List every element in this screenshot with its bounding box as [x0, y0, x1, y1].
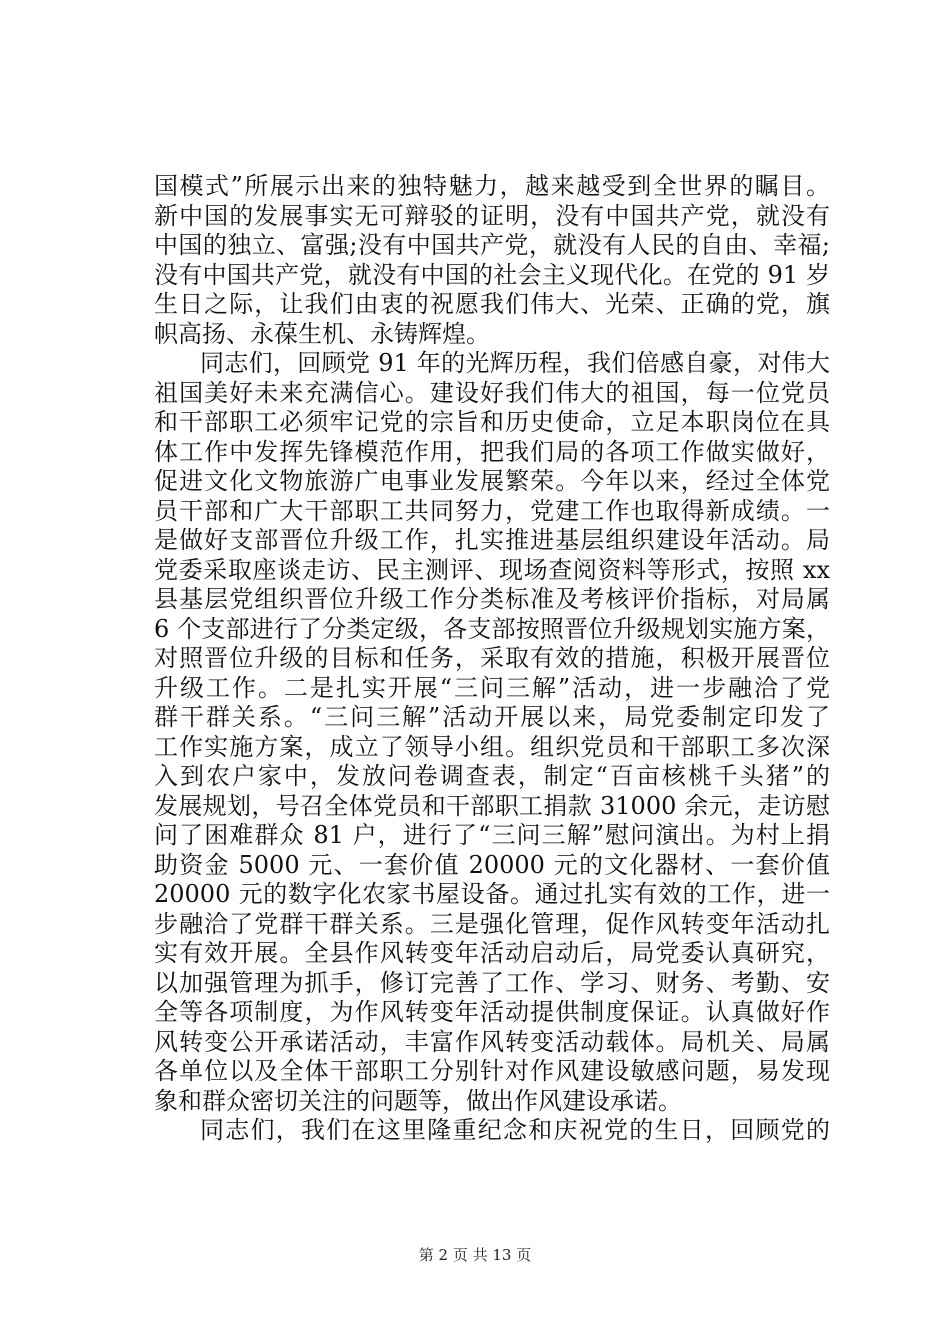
text-line: 国模式”所展示出来的独特魅力，越来越受到全世界的瞩目。 — [154, 172, 830, 200]
text-line: 同志们，回顾党 91 年的光辉历程，我们倍感自豪，对伟大 — [200, 349, 830, 377]
text-line: 入到农户家中，发放问卷调查表，制定“百亩核桃千头猪”的 — [154, 762, 830, 790]
text-line: 发展规划，号召全体党员和干部职工捐款 31000 余元，走访慰 — [154, 791, 830, 820]
text-line: 6 个支部进行了分类定级，各支部按照晋位升级规划实施方案， — [154, 614, 830, 643]
text-line: 和干部职工必须牢记党的宗旨和历史使命，立足本职岗位在具 — [154, 408, 830, 436]
text-line: 升级工作。二是扎实开展“三问三解”活动，进一步融洽了党 — [154, 673, 830, 702]
text-line: 步融洽了党群干群关系。三是强化管理，促作风转变年活动扎 — [154, 909, 830, 938]
page-footer: 第 2 页 共 13 页 — [418, 1246, 532, 1264]
text-line: 新中国的发展事实无可辩驳的证明，没有中国共产党，就没有 — [154, 201, 830, 230]
text-line: 问了困难群众 81 户，进行了“三问三解”慰问演出。为村上捐 — [154, 821, 830, 849]
text-line: 象和群众密切关注的问题等，做出作风建设承诺。 — [154, 1086, 682, 1115]
text-line: 没有中国共产党，就没有中国的社会主义现代化。在党的 91 岁 — [154, 260, 830, 289]
text-line: 群干群关系。“三问三解”活动开展以来，局党委制定印发了 — [154, 703, 830, 731]
text-line: 员干部和广大干部职工共同努力，党建工作也取得新成绩。一 — [154, 496, 830, 525]
text-line: 助资金 5000 元、一套价值 20000 元的文化器材、一套价值 — [154, 850, 830, 879]
text-line: 以加强管理为抓手，修订完善了工作、学习、财务、考勤、安 — [154, 968, 830, 997]
text-line: 各单位以及全体干部职工分别针对作风建设敏感问题，易发现 — [154, 1057, 830, 1085]
text-line: 实有效开展。全县作风转变年活动启动后，局党委认真研究， — [154, 939, 830, 967]
text-line: 全等各项制度，为作风转变年活动提供制度保证。认真做好作 — [154, 998, 830, 1026]
text-line: 对照晋位升级的目标和任务，采取有效的措施，积极开展晋位 — [154, 644, 830, 672]
text-line: 生日之际，让我们由衷的祝愿我们伟大、光荣、正确的党，旗 — [154, 290, 830, 318]
document-body — [154, 172, 830, 1146]
text-line: 县基层党组织晋位升级工作分类标准及考核评价指标，对局属 — [154, 585, 830, 613]
text-line: 同志们，我们在这里隆重纪念和庆祝党的生日，回顾党的 — [200, 1116, 830, 1144]
text-line: 中国的独立、富强;没有中国共产党，就没有人民的自由、幸福; — [154, 231, 830, 259]
text-line: 帜高扬、永葆生机、永铸辉煌。 — [154, 319, 490, 348]
text-line: 工作实施方案，成立了领导小组。组织党员和干部职工多次深 — [154, 732, 830, 761]
text-line: 党委采取座谈走访、民主测评、现场查阅资料等形式，按照 xx — [154, 555, 830, 584]
text-line: 促进文化文物旅游广电事业发展繁荣。今年以来，经过全体党 — [154, 467, 830, 495]
text-line: 祖国美好未来充满信心。建设好我们伟大的祖国，每一位党员 — [154, 378, 830, 407]
text-line: 是做好支部晋位升级工作，扎实推进基层组织建设年活动。局 — [154, 526, 830, 554]
text-line: 风转变公开承诺活动，丰富作风转变活动载体。局机关、局属 — [154, 1027, 830, 1056]
text-line: 体工作中发挥先锋模范作用，把我们局的各项工作做实做好， — [154, 437, 830, 466]
text-line: 20000 元的数字化农家书屋设备。通过扎实有效的工作，进一 — [154, 880, 830, 908]
